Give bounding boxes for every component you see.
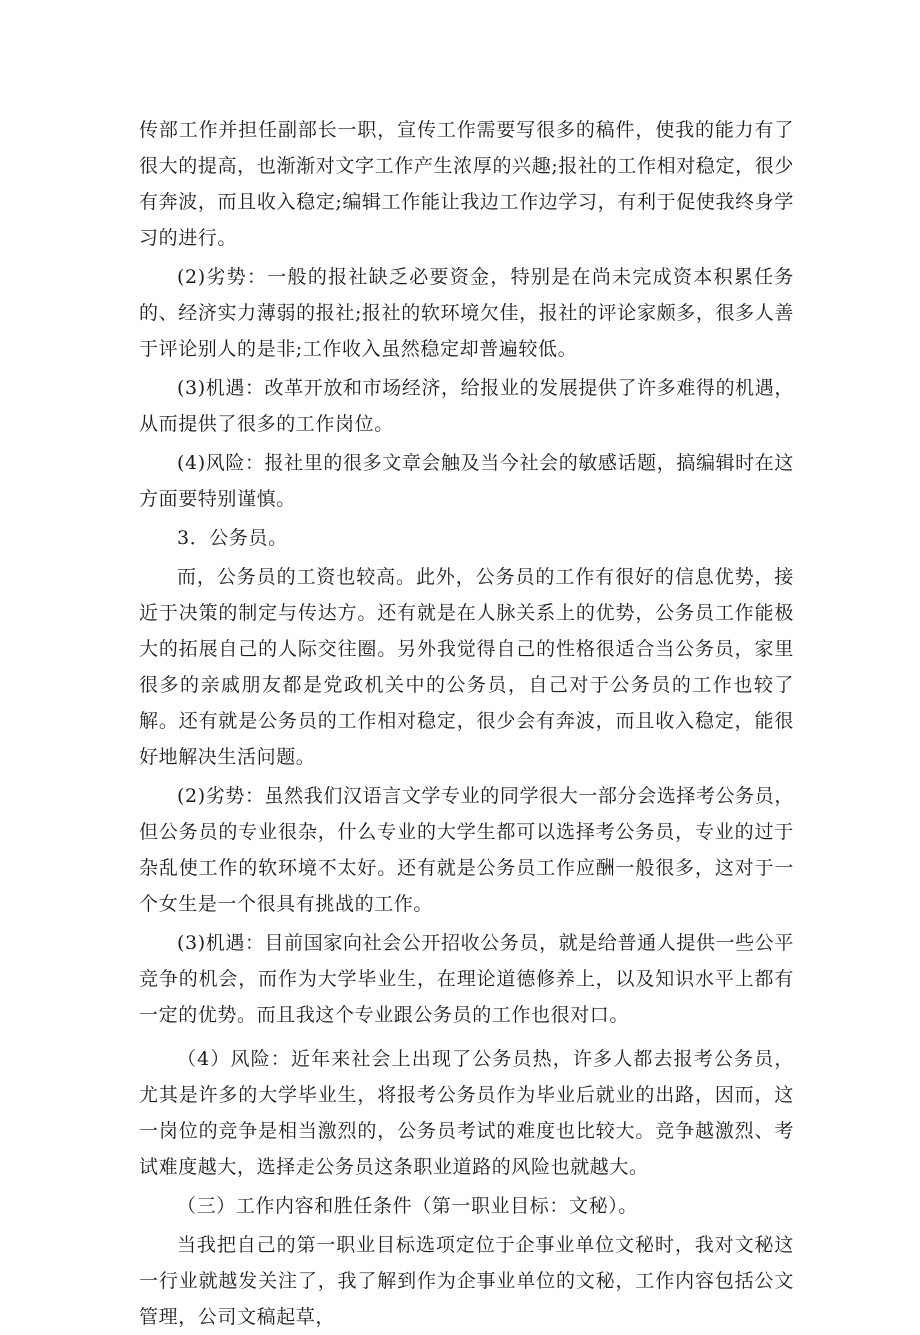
section-heading-civil-servant: 3．公务员。 <box>177 527 288 549</box>
paragraph-civil-servant-opportunities: (3)机遇：目前国家向社会公开招收公务员，就是给普通人提供一些公平竞争的机会，而作为大学毕业生，在理论道德修养上，以及知识水平上都有一定的优势。而且我这个专业跟公务员的工作也很对口。 <box>139 932 794 1026</box>
paragraph-civil-servant-risks: （4）风险：近年来社会上出现了公务员热，许多人都去报考公务员，尤其是许多的大学毕业生，将报考公务员作为毕业后就业的出路，因而，这一岗位的竞争是相当激烈的，公务员考试的难度也比较大。竞争越激烈、考试难度越大，选择走公务员这条职业道路的风险也就越大。 <box>139 1048 794 1178</box>
document-body <box>139 112 794 1335</box>
paragraph-newspaper-opportunities: (3)机遇：改革开放和市场经济，给报业的发展提供了许多难得的机遇，从而提供了很多的工作岗位。 <box>139 377 794 435</box>
paragraph-civil-servant-weaknesses: (2)劣势：虽然我们汉语言文学专业的同学很大一部分会选择考公务员，但公务员的专业很杂，什么专业的大学生都可以选择考公务员，专业的过于杂乱使工作的软环境不太好。还有就是公务员工作应酬一般很多，这对于一个女生是一个很具有挑战的工作。 <box>139 785 794 915</box>
paragraph-secretary-job-content: 当我把自己的第一职业目标选项定位于企事业单位文秘时，我对文秘这一行业就越发关注了，我了解到作为企事业单位的文秘，工作内容包括公文管理，公司文稿起草， <box>139 1234 794 1328</box>
paragraph-civil-servant-strengths: 而，公务员的工资也较高。此外，公务员的工作有很好的信息优势，接近于决策的制定与传达方。还有就是在人脉关系上的优势，公务员工作能极大的拓展自己的人际交往圈。另外我觉得自己的性格很适合当公务员，家里很多的亲戚朋友都是党政机关中的公务员，自己对于公务员的工作也较了解。还有就是公务员的工作相对稳定，很少会有奔波，而且收入稳定，能很好地解决生活问题。 <box>139 566 794 768</box>
paragraph-newspaper-weaknesses: (2)劣势：一般的报社缺乏必要资金，特别是在尚未完成资本积累任务的、经济实力薄弱的报社;报社的软环境欠佳，报社的评论家颇多，很多人善于评论别人的是非;工作收入虽然稳定却普遍较低。 <box>139 266 794 360</box>
paragraph-newspaper-risks: (4)风险：报社里的很多文章会触及当今社会的敏感话题，搞编辑时在这方面要特别谨慎。 <box>139 452 794 510</box>
section-heading-job-content: （三）工作内容和胜任条件（第一职业目标：文秘）。 <box>177 1195 638 1217</box>
paragraph-newspaper-strengths-cont: 传部工作并担任副部长一职，宣传工作需要写很多的稿件，使我的能力有了很大的提高，也渐渐对文字工作产生浓厚的兴趣;报社的工作相对稳定，很少有奔波，而且收入稳定;编辑工作能让我边工作边学习，有利于促使我终身学习的进行。 <box>139 119 794 249</box>
